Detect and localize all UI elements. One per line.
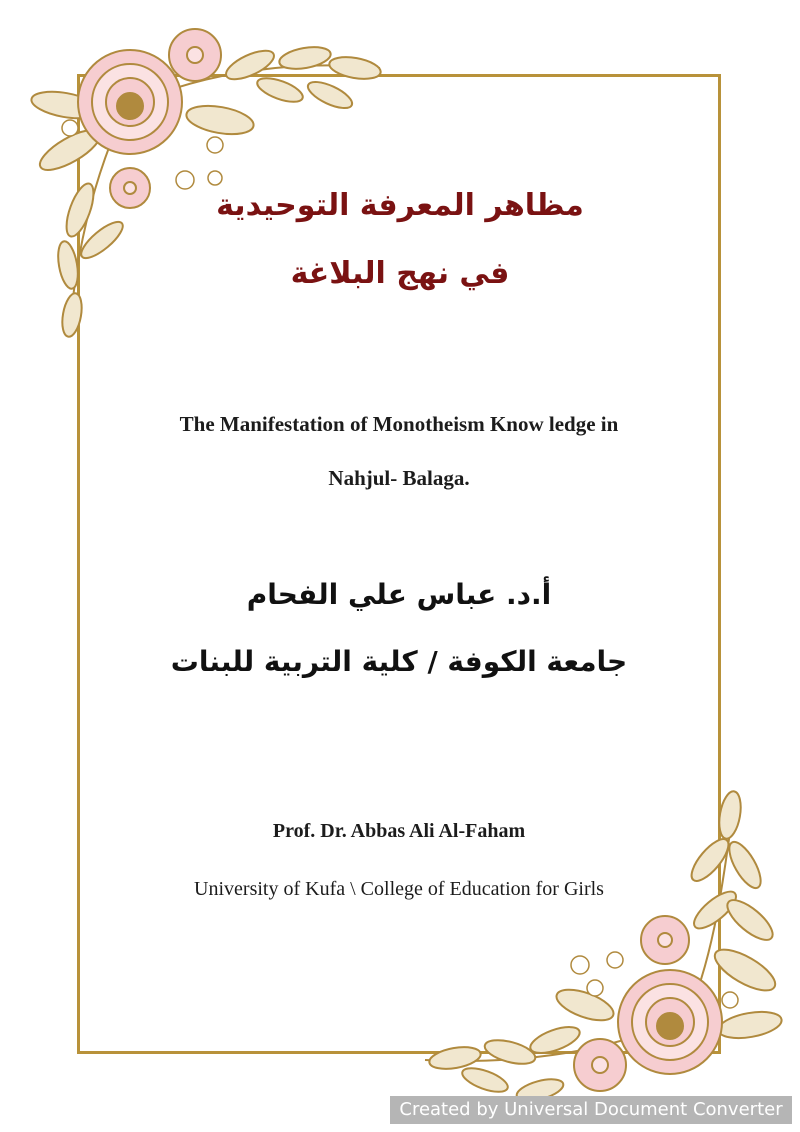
arabic-author-affiliation: جامعة الكوفة / كلية التربية للبنات bbox=[170, 645, 628, 678]
arabic-author-name: أ.د. عباس علي الفحام bbox=[246, 578, 552, 611]
english-title-line-2: Nahjul- Balaga. bbox=[328, 466, 470, 490]
arabic-title-line-1: مظاهر المعرفة التوحيدية bbox=[216, 188, 584, 223]
arabic-title-line-2: في نهج البلاغة bbox=[290, 256, 510, 291]
converter-watermark: Created by Universal Document Converter bbox=[390, 1096, 792, 1124]
english-author-name: Prof. Dr. Abbas Ali Al-Faham bbox=[272, 820, 526, 842]
english-title-line-1: The Manifestation of Monotheism Know ledge in bbox=[179, 412, 619, 436]
english-author-affiliation: University of Kufa \ College of Education for Girls bbox=[194, 878, 604, 900]
